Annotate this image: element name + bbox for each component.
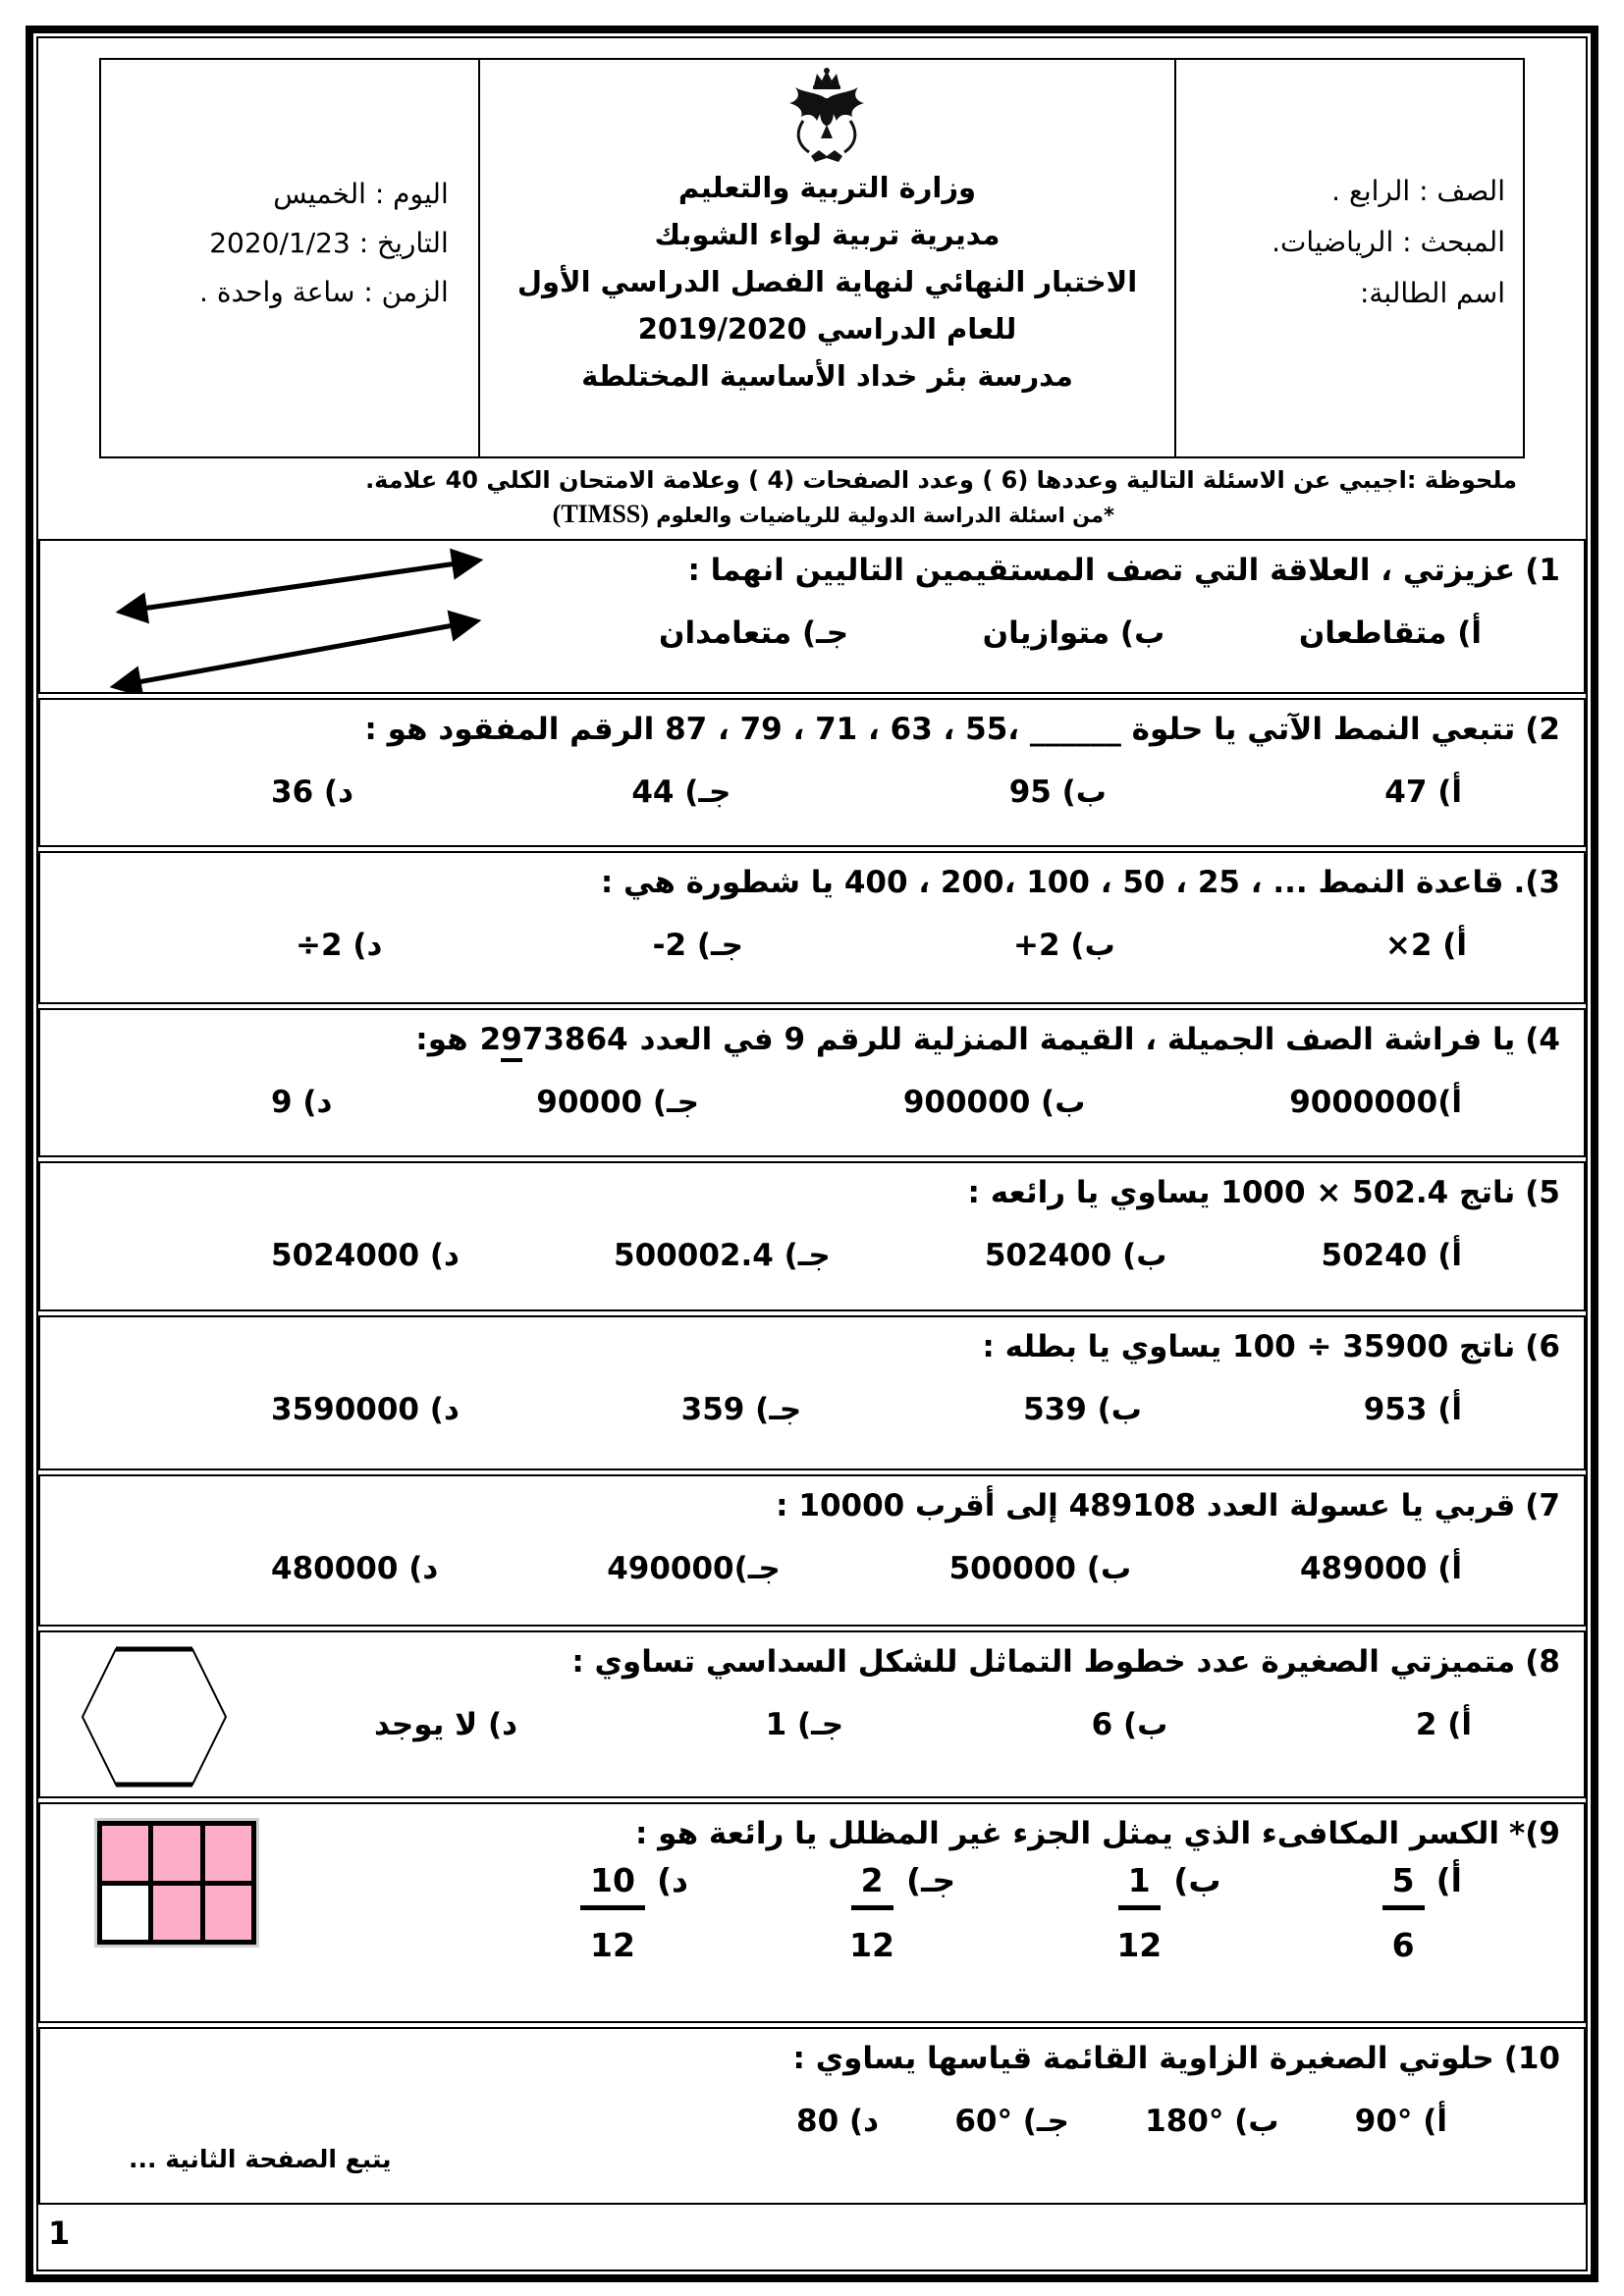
question-text: 7)قربي يا عسولة العدد 489108 إلى أقرب 10000 : — [776, 1488, 1560, 1523]
option-a: أ) 50240 — [1321, 1238, 1462, 1274]
fraction: $\frac{5}{6}$ — [1382, 1861, 1425, 1964]
options-row — [50, 2104, 1560, 2139]
question-8 — [38, 1630, 1586, 1798]
question-2 — [38, 698, 1586, 847]
question-number: 8) — [1525, 1644, 1560, 1680]
options-row — [50, 1238, 1560, 1273]
option-d: د) 9 — [271, 1085, 333, 1121]
header-class-info — [1174, 60, 1523, 456]
option-b: ب) 500000 — [948, 1551, 1132, 1587]
options-row — [50, 1085, 1560, 1120]
question-9 — [38, 1802, 1586, 2023]
option-c: جـ) 2- — [652, 928, 743, 964]
option-c: جـ) °60 — [954, 2104, 1069, 2140]
option-label: ب) — [1173, 1861, 1221, 1900]
header-date-info — [101, 60, 478, 456]
option-b: ب) 95 — [1008, 774, 1107, 811]
fraction-grid-cell — [153, 1886, 199, 1941]
question-text: 1)عزيزتي ، العلاقة التي تصف المستقيمين التاليين انهما : — [687, 553, 1560, 588]
hexagon-figure — [80, 1644, 229, 1793]
options-row — [50, 1707, 1560, 1742]
option-a: أ)9000000 — [1289, 1085, 1462, 1121]
option-b: ب) °180 — [1145, 2104, 1279, 2140]
fraction-grid-figure — [94, 1818, 259, 1948]
exam-page — [26, 26, 1598, 2282]
fraction: $\frac{2}{12}$ — [849, 1861, 895, 1965]
question-number: 6) — [1525, 1329, 1560, 1364]
option-a: أ) متقاطعان — [1298, 615, 1482, 652]
option-d: د) 5024000 — [271, 1238, 460, 1274]
parallel-lines-figure — [84, 547, 507, 698]
place-value-number: 2973864 — [480, 1022, 628, 1057]
option-a: أ) 953 — [1363, 1392, 1462, 1428]
option-a: أ) 47 — [1384, 774, 1462, 811]
student-name-line: اسم الطالبة: — [1359, 277, 1505, 309]
options-row — [50, 1551, 1560, 1586]
timss-note-text: *من اسئلة الدراسة الدولية للرياضيات والعلوم — [656, 504, 1114, 527]
option-c — [849, 1861, 955, 1964]
option-b: ب) 900000 — [902, 1085, 1086, 1121]
option-b: ب) 2+ — [1013, 928, 1115, 964]
page-inner-border — [36, 36, 1588, 2271]
fraction-grid-cell — [102, 1886, 148, 1941]
question-1 — [38, 539, 1586, 694]
option-c: جـ) 1 — [765, 1707, 844, 1743]
note-line-2 — [38, 500, 1114, 529]
page-number: 1 — [48, 2215, 71, 2252]
question-7 — [38, 1474, 1586, 1627]
option-label: د) — [656, 1861, 688, 1900]
continue-note: يتبع الصفحة الثانية ... — [129, 2145, 392, 2173]
question-text: 9)*الكسر المكافىء الذي يمثل الجزء غير المظلل يا رائعة هو : — [634, 1816, 1560, 1851]
question-text: 10)حلوتي الصغيرة الزاوية القائمة قياسها يساوي : — [792, 2041, 1560, 2076]
question-text: 4)يا فراشة الصف الجميلة ، القيمة المنزلية للرقم 9 في العدد2973864هو: — [50, 1020, 1560, 1059]
option-d: د) 2÷ — [296, 928, 383, 964]
option-b: ب) متوازيان — [982, 615, 1165, 652]
directorate-line: مديرية تربية لواء الشوبك — [654, 218, 1001, 251]
school-year-line: للعام الدراسي 2019/2020 — [637, 312, 1017, 346]
options-row — [50, 1392, 1560, 1427]
duration-line: الزمن : ساعة واحدة . — [199, 276, 449, 308]
underlined-digit: 9 — [501, 1022, 522, 1062]
question-text: 5)ناتج 502.4 × 1000 يساوي يا رائعه : — [967, 1175, 1560, 1210]
note-line-1: ملحوظة :اجيبي عن الاسئلة التالية وعددها (6 ) وعدد الصفحات (4 ) وعلامة الامتحان الكلي 40 علامة. — [365, 466, 1517, 494]
subject-line: المبحث : الرياضيات. — [1272, 226, 1505, 258]
question-number: 3). — [1513, 865, 1560, 900]
option-a: أ) 489000 — [1299, 1551, 1462, 1587]
option-label: جـ) — [906, 1861, 956, 1900]
option-d — [580, 1861, 688, 1964]
option-c: جـ) 500002.4 — [614, 1238, 831, 1274]
question-number: 4) — [1525, 1022, 1560, 1057]
fraction: $\frac{1}{12}$ — [1116, 1861, 1163, 1965]
question-4 — [38, 1008, 1586, 1157]
day-line: اليوم : الخميس — [273, 178, 449, 210]
question-text: 8)متميزتي الصغيرة عدد خطوط التماثل للشكل السداسي تساوي : — [571, 1644, 1560, 1680]
fraction-grid-cell — [205, 1886, 251, 1941]
class-line: الصف : الرابع . — [1331, 175, 1505, 207]
question-text: 2)تتبعي النمط الآتي يا حلوة ______ ،55 ، 63 ، 71 ، 79 ، 87 الرقم المفقود هو : — [364, 712, 1560, 747]
question-text: 6)ناتج 35900 ÷ 100 يساوي يا بطله : — [982, 1329, 1560, 1364]
option-a — [1382, 1861, 1462, 1964]
option-c: جـ)490000 — [607, 1551, 781, 1587]
question-text: 3).قاعدة النمط ... ، 25 ، 50 ، 100 ،200 ، 400 يا شطورة هي : — [600, 865, 1560, 900]
option-d: د) 480000 — [271, 1551, 439, 1587]
question-10 — [38, 2027, 1586, 2205]
options-row — [50, 1861, 1560, 1964]
options-row — [50, 928, 1560, 963]
option-c: جـ) 359 — [680, 1392, 802, 1428]
option-d: د) 3590000 — [271, 1392, 460, 1428]
option-d: د) 80 — [796, 2104, 880, 2140]
fraction-grid-cell — [153, 1826, 199, 1881]
question-number: 7) — [1525, 1488, 1560, 1523]
header-ministry-info — [478, 60, 1175, 456]
option-b: ب) 539 — [1023, 1392, 1142, 1428]
ministry-line: وزارة التربية والتعليم — [677, 171, 977, 204]
option-b — [1116, 1861, 1220, 1964]
option-c: جـ) 44 — [631, 774, 731, 811]
question-number: 1) — [1525, 553, 1560, 588]
timss-label: (TIMSS) — [552, 500, 649, 528]
option-b: ب) 502400 — [984, 1238, 1167, 1274]
question-number: 10) — [1503, 2041, 1560, 2076]
option-a: أ) 2 — [1415, 1707, 1472, 1743]
exam-header — [99, 58, 1525, 458]
option-d: د) لا يوجد — [374, 1707, 518, 1743]
question-number: 5) — [1525, 1175, 1560, 1210]
option-b: ب) 6 — [1091, 1707, 1168, 1743]
fraction: $\frac{10}{12}$ — [580, 1861, 645, 1964]
option-a: أ) 2× — [1384, 928, 1467, 964]
fraction-grid-cell — [102, 1826, 148, 1881]
question-3 — [38, 851, 1586, 1004]
option-c: جـ) 90000 — [536, 1085, 700, 1121]
exam-title-line: الاختبار النهائي لنهاية الفصل الدراسي الأول — [516, 265, 1138, 298]
option-d: د) 36 — [271, 774, 354, 811]
jordan-coat-of-arms-icon — [480, 66, 1175, 164]
fraction-grid-cell — [205, 1826, 251, 1881]
date-line: التاريخ : 2020/1/23 — [209, 227, 449, 259]
question-5 — [38, 1161, 1586, 1311]
school-name-line: مدرسة بئر خداد الأساسية المختلطة — [581, 359, 1073, 393]
option-a: أ) °90 — [1354, 2104, 1447, 2140]
question-6 — [38, 1315, 1586, 1470]
option-label: أ) — [1435, 1861, 1462, 1900]
question-number: 2) — [1525, 712, 1560, 747]
questions-list — [38, 539, 1586, 2205]
options-row — [50, 774, 1560, 810]
option-c: جـ) متعامدان — [659, 615, 849, 652]
question-number: 9)* — [1509, 1816, 1560, 1851]
